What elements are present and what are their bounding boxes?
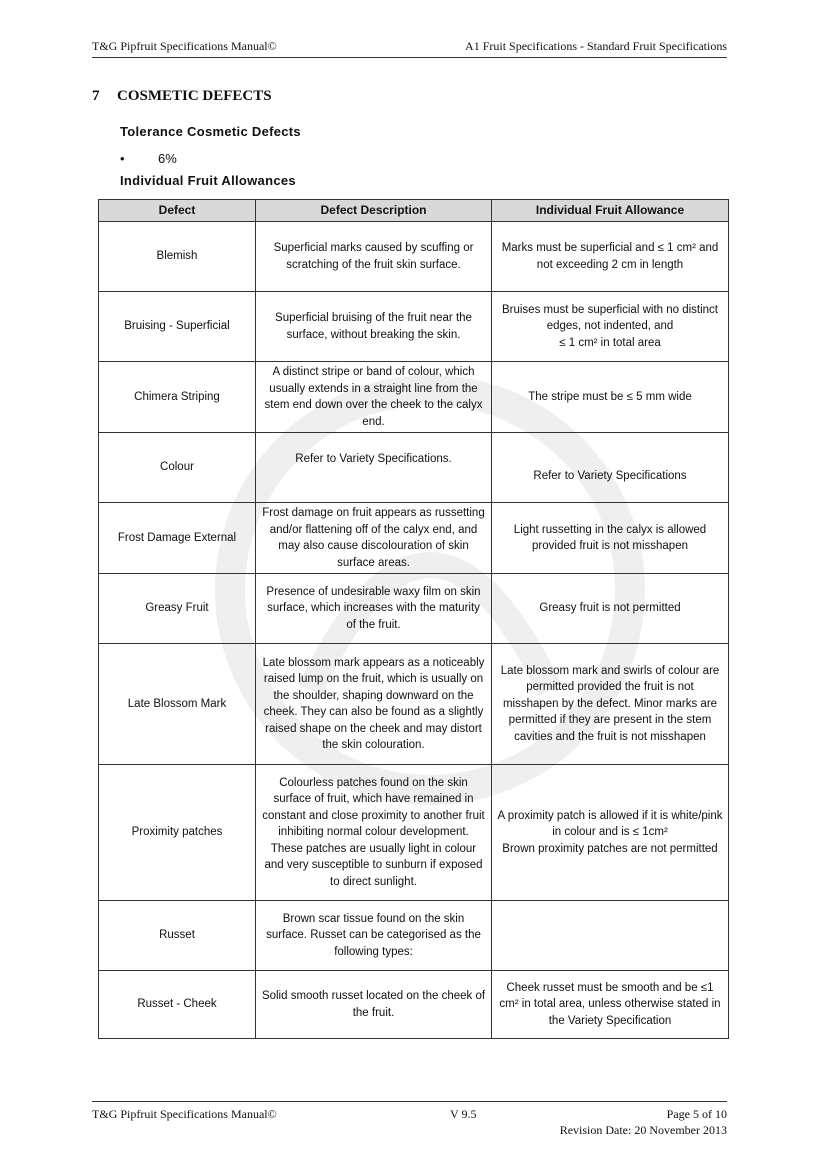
header-manual-title: T&G Pipfruit Specifications Manual© [92,39,277,53]
page-footer [92,1106,727,1140]
table-row [99,362,729,433]
allowance-cell: Cheek russet must be smooth and be ≤1 cm² in total area, unless otherwise stated in the Variety Specification [492,971,729,1039]
table-row [99,971,729,1039]
tolerance-bullet-item [120,151,177,166]
description-cell: A distinct stripe or band of colour, which usually extends in a straight line from the stem end down over the cheek to the calyx end. [256,362,492,433]
defect-cell: Russet [99,901,256,971]
footer-manual-title: T&G Pipfruit Specifications Manual© [92,1107,277,1121]
defect-cell: Frost Damage External [99,503,256,574]
description-cell: Solid smooth russet located on the cheek of the fruit. [256,971,492,1039]
description-cell: Refer to Variety Specifications. [256,433,492,503]
header-divider [92,57,727,58]
defect-cell: Chimera Striping [99,362,256,433]
allowance-cell: Bruises must be superficial with no distinct edges, not indented, and ≤ 1 cm² in total area [492,292,729,362]
table-row [99,222,729,292]
footer-version: V 9.5 [450,1107,477,1121]
description-cell: Colourless patches found on the skin surface of fruit, which have remained in constant and close proximity to another fruit inhibiting normal colour development. These patches are usually light in colour and very susceptible to sunburn if exposed to direct sunlight. [256,765,492,901]
column-header-defect: Defect [99,200,256,222]
defect-cell: Late Blossom Mark [99,644,256,765]
page-header [92,39,727,57]
allowance-cell: Marks must be superficial and ≤ 1 cm² and not exceeding 2 cm in length [492,222,729,292]
allowance-cell: Light russetting in the calyx is allowed provided fruit is not misshapen [492,503,729,574]
defect-cell: Blemish [99,222,256,292]
allowance-cell: Refer to Variety Specifications [492,433,729,503]
footer-revision-date: Revision Date: 20 November 2013 [559,1123,727,1137]
table-row [99,433,729,503]
table-row [99,644,729,765]
column-header-allowance: Individual Fruit Allowance [492,200,729,222]
defect-cell: Bruising - Superficial [99,292,256,362]
table-row [99,503,729,574]
description-cell: Superficial marks caused by scuffing or scratching of the fruit skin surface. [256,222,492,292]
section-heading [92,88,272,105]
defect-cell: Colour [99,433,256,503]
defect-cell: Greasy Fruit [99,574,256,644]
table-row [99,574,729,644]
table-row [99,292,729,362]
section-number: 7 [92,88,100,104]
table-row [99,901,729,971]
allowance-cell: The stripe must be ≤ 5 mm wide [492,362,729,433]
footer-right [560,1106,727,1138]
description-cell: Frost damage on fruit appears as russetting and/or flattening off of the calyx end, and may also cause discolouration of skin surface areas. [256,503,492,574]
tolerance-value: 6% [158,151,177,166]
footer-page-number: Page 5 of 10 [666,1107,727,1121]
tolerance-heading: Tolerance Cosmetic Defects [120,124,301,139]
description-cell: Presence of undesirable waxy film on skin surface, which increases with the maturity of the fruit. [256,574,492,644]
description-cell: Late blossom mark appears as a noticeably raised lump on the fruit, which is usually on the shoulder, shaping downward on the cheek. They can also be found as a slightly raised shape on the cheek and may distort the skin colouration. [256,644,492,765]
column-header-description: Defect Description [256,200,492,222]
table-row [99,765,729,901]
allowance-cell: Greasy fruit is not permitted [492,574,729,644]
allowance-cell: A proximity patch is allowed if it is white/pink in colour and is ≤ 1cm² Brown proximity patches are not permitted [492,765,729,901]
footer-divider [92,1101,727,1102]
defect-cell: Russet - Cheek [99,971,256,1039]
description-cell: Superficial bruising of the fruit near the surface, without breaking the skin. [256,292,492,362]
defects-table [98,199,729,1039]
section-title: COSMETIC DEFECTS [117,88,272,104]
table-header-row [99,200,729,222]
header-section-title: A1 Fruit Specifications - Standard Fruit Specifications [465,39,727,53]
allowance-cell: Late blossom mark and swirls of colour are permitted provided the fruit is not misshapen by the defect. Minor marks are permitted if they are present in the stem cavities and the fruit is not misshapen [492,644,729,765]
description-cell: Brown scar tissue found on the skin surface. Russet can be categorised as the following types: [256,901,492,971]
allowances-heading: Individual Fruit Allowances [120,173,296,188]
allowance-cell [492,901,729,971]
bullet-marker: • [120,151,125,166]
defect-cell: Proximity patches [99,765,256,901]
